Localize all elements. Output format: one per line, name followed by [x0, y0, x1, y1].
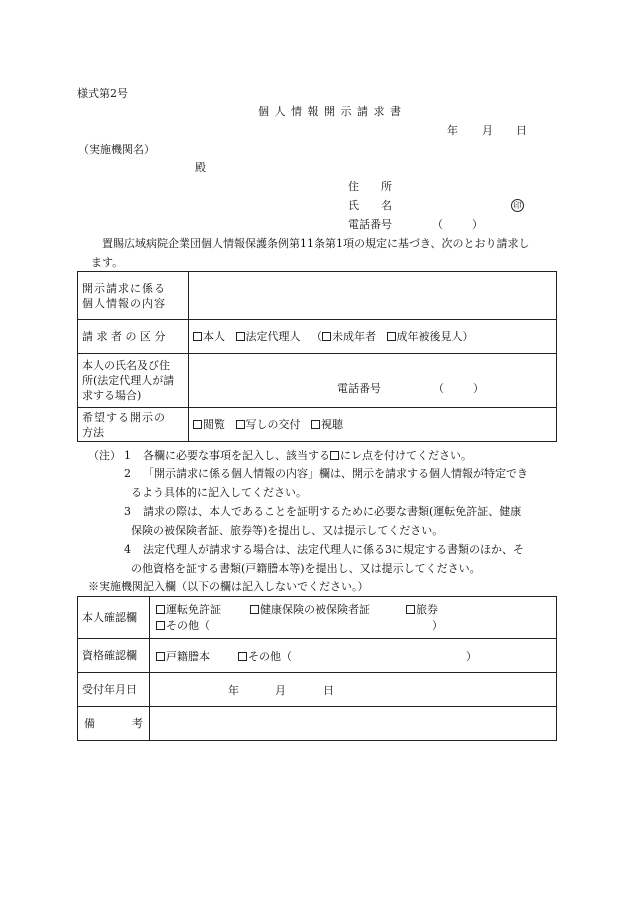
address-label: 住 所	[348, 180, 392, 193]
intro-line-2: ます。	[91, 256, 124, 269]
checkbox-drivers-license[interactable]	[156, 605, 165, 614]
identity-check-cell	[150, 597, 557, 639]
requester-type-cell	[189, 320, 557, 354]
option-qualification-other: その他（	[248, 650, 292, 663]
phone-paren-open: （	[432, 218, 443, 231]
seal-mark	[511, 198, 524, 212]
date-month-label: 月	[482, 124, 493, 137]
option-audiovisual: 視聴	[321, 417, 343, 431]
principal-phone-paren-close: ）	[473, 382, 484, 395]
option-legal-representative: 法定代理人	[245, 329, 301, 343]
note-1-number: 1	[124, 449, 131, 462]
checkbox-health-insurance[interactable]	[250, 605, 259, 614]
checkbox-qualification-other[interactable]	[238, 652, 247, 661]
checkbox-symbol-icon	[330, 451, 339, 460]
identity-other-close: ）	[432, 619, 443, 632]
identity-check-label: 本人確認欄	[78, 597, 150, 639]
remarks-label-cell	[78, 707, 150, 741]
request-table	[77, 271, 557, 442]
remarks-label-1: 備	[84, 716, 95, 730]
disclosure-method-label-cell	[78, 408, 189, 442]
option-identity-other: その他（	[166, 619, 210, 632]
principal-name-field[interactable]	[189, 354, 557, 408]
date-day-label: 日	[516, 124, 527, 137]
checkbox-family-register[interactable]	[156, 652, 165, 661]
checkbox-legal-representative[interactable]	[236, 332, 245, 341]
qualification-other-close: ）	[466, 650, 477, 663]
checkbox-adult-ward[interactable]	[387, 332, 396, 341]
qualification-check-cell	[150, 639, 557, 673]
honorific-label: 殿	[195, 161, 206, 174]
requester-type-label: 請 求 者 の 区 分	[78, 320, 189, 354]
disclosure-method-cell	[189, 408, 557, 442]
content-label-1: 開示請求に係る	[82, 281, 166, 295]
method-label-2: 方法	[82, 425, 104, 439]
content-label-2: 個人情報の内容	[82, 296, 166, 310]
page-title: 個 人 情 報 開 示 請 求 書	[258, 105, 402, 118]
phone-label: 電話番号	[348, 218, 392, 231]
reception-date-cell[interactable]	[150, 673, 557, 707]
note-1-part-a: 各欄に必要な事項を記入し、該当する	[143, 449, 330, 462]
reception-month-label: 月	[275, 684, 286, 697]
reception-year-label: 年	[228, 684, 239, 697]
note-1-text	[143, 449, 472, 462]
content-field[interactable]	[189, 272, 557, 320]
form-number: 様式第2号	[77, 87, 128, 100]
paren-open: （	[311, 329, 322, 343]
intro-line-1: 置賜広域病院企業団個人情報保護条例第11条第1項の規定に基づき、次のとおり請求し	[102, 237, 530, 250]
option-viewing: 閲覧	[203, 417, 225, 431]
note-2-line-2: るよう具体的に記入してください。	[131, 486, 307, 499]
remarks-label-2: 考	[132, 716, 143, 730]
date-year-label: 年	[447, 124, 458, 137]
agency-name-label: （実施機関名）	[78, 143, 155, 156]
option-health-insurance: 健康保険の被保険者証	[260, 603, 370, 616]
option-copy: 写しの交付	[245, 417, 301, 431]
principal-label-3: 求する場合)	[82, 389, 142, 402]
note-2-line-1: 「開示請求に係る個人情報の内容」欄は、開示を請求する個人情報が特定でき	[143, 467, 528, 480]
checkbox-identity-other[interactable]	[156, 621, 165, 630]
principal-phone-label: 電話番号	[337, 382, 381, 395]
content-label-cell	[78, 272, 189, 320]
principal-label-2: 所(法定代理人が請	[82, 374, 175, 387]
seal-icon: 印	[511, 199, 524, 212]
qualification-check-label: 資格確認欄	[78, 639, 150, 673]
option-passport: 旅券	[416, 603, 438, 616]
note-4-line-2: の他資格を証する書類(戸籍謄本等)を提出し、又は提示してください。	[131, 562, 481, 575]
checkbox-passport[interactable]	[406, 605, 415, 614]
principal-name-label-cell	[78, 354, 189, 408]
checkbox-audiovisual[interactable]	[311, 420, 320, 429]
reception-date-label: 受付年月日	[78, 673, 150, 707]
agency-section-heading: ※実施機関記入欄（以下の欄は記入しないでください。）	[88, 580, 369, 593]
checkbox-copy[interactable]	[236, 420, 245, 429]
notes-prefix: （注）	[88, 449, 121, 462]
option-minor: 未成年者	[332, 329, 376, 343]
option-adult-ward: 成年被後見人）	[396, 329, 474, 343]
method-label-1: 希望する開示の	[82, 410, 166, 424]
note-1-part-b: にレ点を付けてください。	[340, 449, 472, 462]
checkbox-self[interactable]	[193, 332, 202, 341]
note-3-line-2: 保険の被保険者証、旅券等)を提出し、又は提示してください。	[131, 524, 444, 537]
checkbox-viewing[interactable]	[193, 420, 202, 429]
name-label: 氏 名	[348, 199, 392, 212]
option-drivers-license: 運転免許証	[166, 603, 221, 616]
option-self: 本人	[203, 329, 225, 343]
note-2-number: 2	[124, 467, 131, 480]
note-3-line-1: 請求の際は、本人であることを証明するために必要な書類(運転免許証、健康	[143, 505, 522, 518]
principal-phone-paren-open: （	[433, 382, 444, 395]
phone-paren-close: ）	[472, 218, 483, 231]
note-4-line-1: 法定代理人が請求する場合は、法定代理人に係る3に規定する書類のほか、そ	[143, 543, 524, 556]
option-family-register: 戸籍謄本	[166, 650, 210, 663]
reception-day-label: 日	[323, 684, 334, 697]
remarks-field[interactable]	[150, 707, 557, 741]
agency-table	[77, 596, 557, 741]
principal-label-1: 本人の氏名及び住	[82, 359, 170, 372]
note-4-number: 4	[124, 543, 131, 556]
checkbox-minor[interactable]	[322, 332, 331, 341]
note-3-number: 3	[124, 505, 131, 518]
